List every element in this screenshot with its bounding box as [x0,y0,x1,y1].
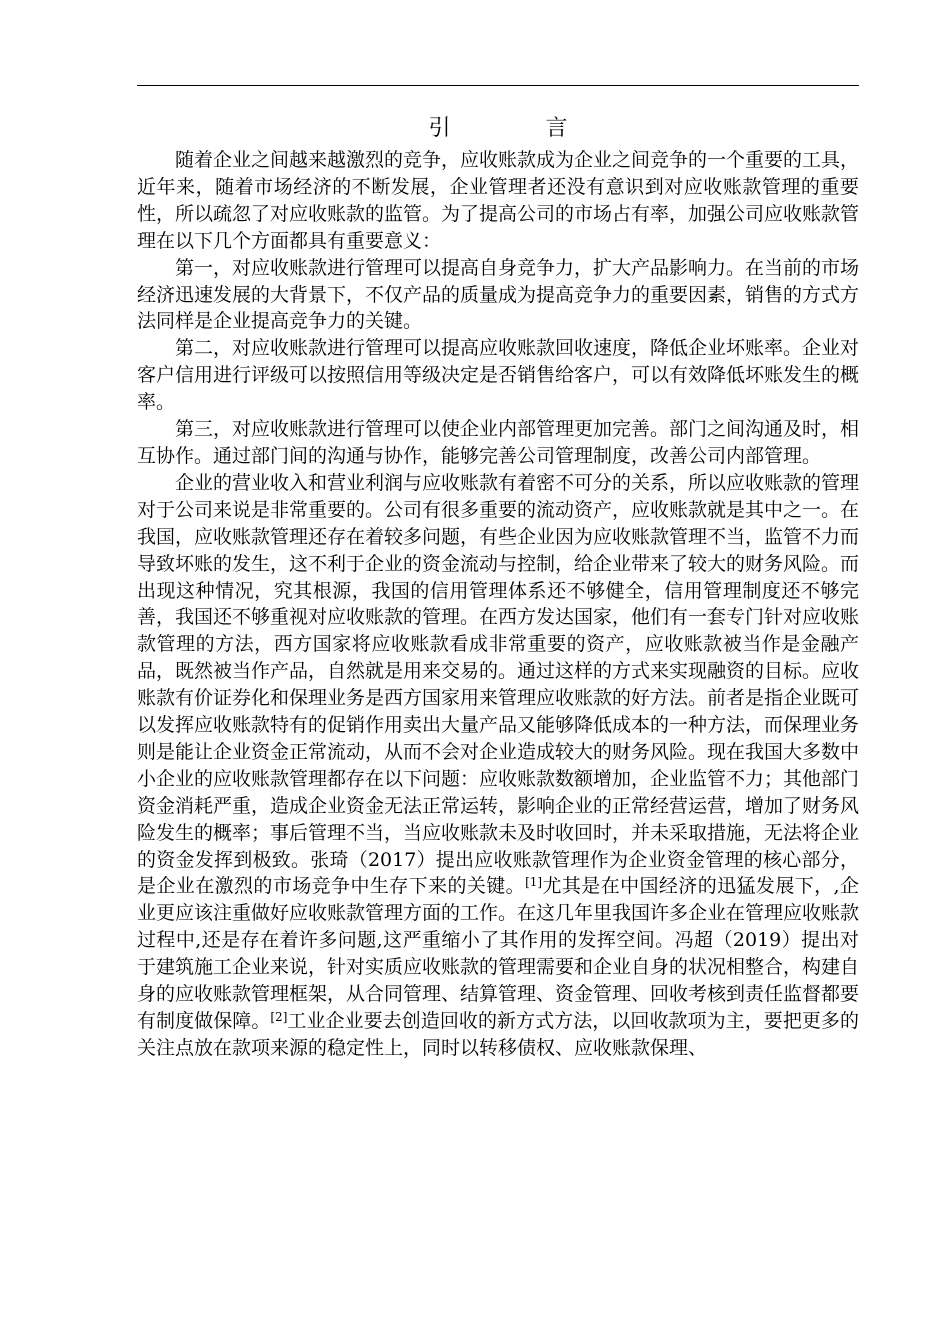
section-title: 引 言 [428,116,612,141]
paragraph-third-point [137,416,859,470]
paragraph-intro [137,147,859,255]
paragraph-text: 企业的营业收入和营业利润与应收账款有着密不可分的关系，所以应收账款的管理对于公司来说是非常重要的。公司有很多重要的流动资产，应收账款就是其中之一。在我国，应收账款管理还存在着较多问题，有些企业因为应收账款管理不当，监管不力而导致坏账的发生，这不利于企业的资金流动与控制，给企业带来了较大的财务风险。而出现这种情况，究其根源，我国的信用管理体系还不够健全，信用管理制度还不够完善，我国还不够重视对应收账款的管理。在西方发达国家，他们有一套专门针对应收账款管理的方法，西方国家将应收账款看成非常重要的资产，应收账款被当作是金融产品，既然被当作产品，自然就是用来交易的。通过这样的方式来实现融资的目标。应收账款有价证券化和保理业务是西方国家用来管理应收账款的好方法。前者是指企业既可以发挥应收账款特有的促销作用卖出大量产品又能够降低成本的一种方法，而保理业务则是能让企业资金正常流动，从而不会对企业造成较大的财务风险。现在我国大多数中小企业的应收账款管理都存在以下问题：应收账款数额增加，企业监管不力；其他部门资金消耗严重，造成企业资金无法正常运转，影响企业的正常经营运营，增加了财务风险发生的概率；事后管理不当，当应收账款未及时收回时，并未采取措施，无法将企业的资金发挥到极致。张琦（2017）提出应收账款管理作为企业资金管理的核心部分，是企业在激烈的市场竞争中生存下来的关键。 [137,471,860,898]
citation-marker[interactable]: [1] [525,875,543,890]
paragraph-text: 尤其是在中国经济的迅猛发展下，,企业更应该注重做好应收账款管理方面的工作。在这几年里我国许多企业在管理应收账款过程中,还是存在着许多问题,这严重缩小了其作用的发挥空间。冯超（2019）提出对于建筑施工企业来说，针对实质应收账款的管理需要和企业自身的状况相整合，构建自身的应收账款管理框架，从合同管理、结算管理、资金管理、回收考核到责任监督都要有制度做保障。 [137,875,860,1032]
paragraph-first-point [137,255,859,336]
paragraph-text: 随着企业之间越来越激烈的竞争，应收账款成为企业之间竞争的一个重要的工具，近年来，随着市场经济的不断发展，企业管理者还没有意识到对应收账款管理的重要性，所以疏忽了对应收账款的监管。为了提高公司的市场占有率，加强公司应收账款管理在以下几个方面都具有重要意义： [137,149,860,252]
paragraph-text: 第二，对应收账款进行管理可以提高应收账款回收速度，降低企业坏账率。企业对客户信用进行评级可以按照信用等级决定是否销售给客户，可以有效降低坏账发生的概率。 [137,337,860,414]
header-rule [137,85,859,86]
paragraph-second-point [137,335,859,416]
paragraph-text: 第三，对应收账款进行管理可以使企业内部管理更加完善。部门之间沟通及时，相互协作。通过部门间的沟通与协作，能够完善公司管理制度，改善公司内部管理。 [137,418,860,467]
citation-marker[interactable]: [2] [270,1010,288,1024]
paragraph-text: 工业企业要去创造回收的新方式方法，以回收款项为主，要把更多的关注点放在款项来源的稳定性上，同时以转移债权、应收账款保理、 [137,1010,859,1059]
paragraph-discussion [137,470,859,1062]
paragraph-text: 第一，对应收账款进行管理可以提高自身竞争力，扩大产品影响力。在当前的市场经济迅速发展的大背景下，不仅产品的质量成为提高竞争力的重要因素，销售的方式方法同样是企业提高竞争力的关键。 [137,256,860,333]
document-body [137,147,859,1062]
